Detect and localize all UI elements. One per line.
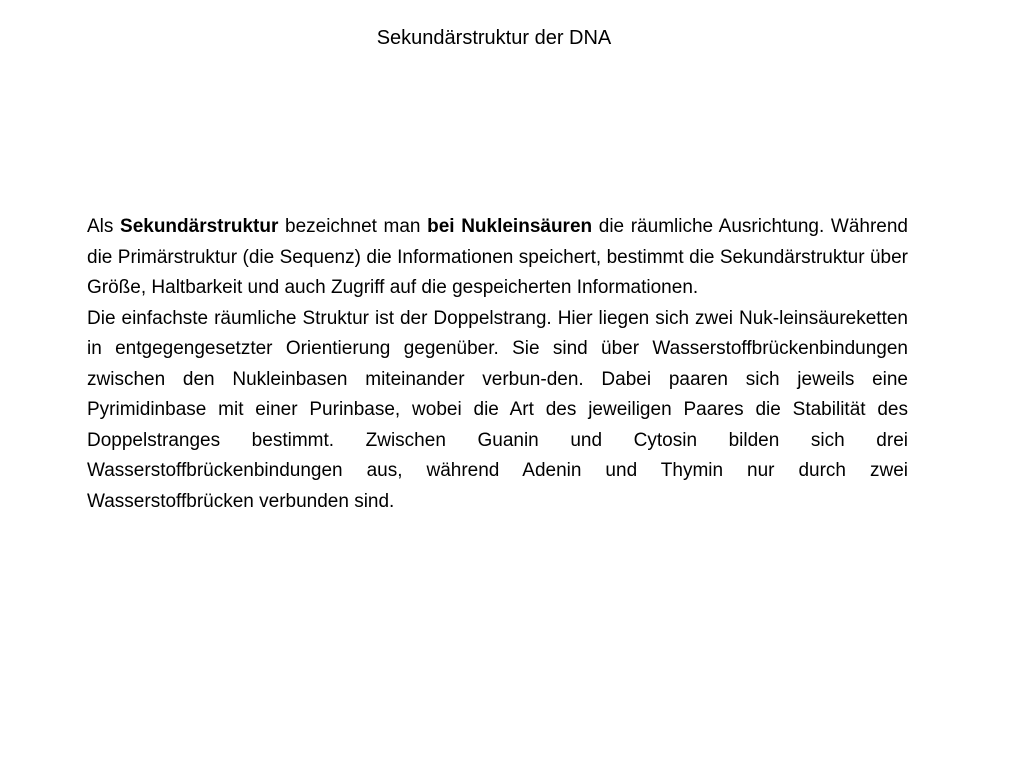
slide-body <box>87 212 908 517</box>
slide-title: Sekundärstruktur der DNA <box>376 27 612 49</box>
bold-term-nukleinsaeuren: bei Nukleinsäuren <box>427 216 593 237</box>
paragraph-intro-text-2: bezeichnet man <box>278 216 428 237</box>
paragraph-intro-text-1: Als <box>87 216 121 237</box>
bold-term-sekundaerstruktur: Sekundärstruktur <box>120 216 279 237</box>
paragraph-intro-text-3: die räumliche Ausrichtung. Während die Primärstruktur (die Sequenz) die Informationen speichert, bestimmt die Sekundärstruktur über Größe, Haltbarkeit und auch Zugriff auf die gespeicherten Informationen. <box>87 216 908 298</box>
paragraph-intro <box>87 212 908 304</box>
paragraph-doppelstrang: Die einfachste räumliche Struktur ist der Doppelstrang. Hier liegen sich zwei Nuk-leinsäureketten in entgegengesetzter Orientierung gegenüber. Sie sind über Wasserstoffbrückenbindungen zwischen den Nukleinbasen miteinander verbun-den. Dabei paaren sich jeweils eine Pyrimidinbase mit einer Purinbase, wobei die Art des jeweiligen Paares die Stabilität des Doppelstranges bestimmt. Zwischen Guanin und Cytosin bilden sich drei Wasserstoffbrückenbindungen aus, während Adenin und Thymin nur durch zwei Wasserstoffbrücken verbunden sind. <box>87 307 908 512</box>
